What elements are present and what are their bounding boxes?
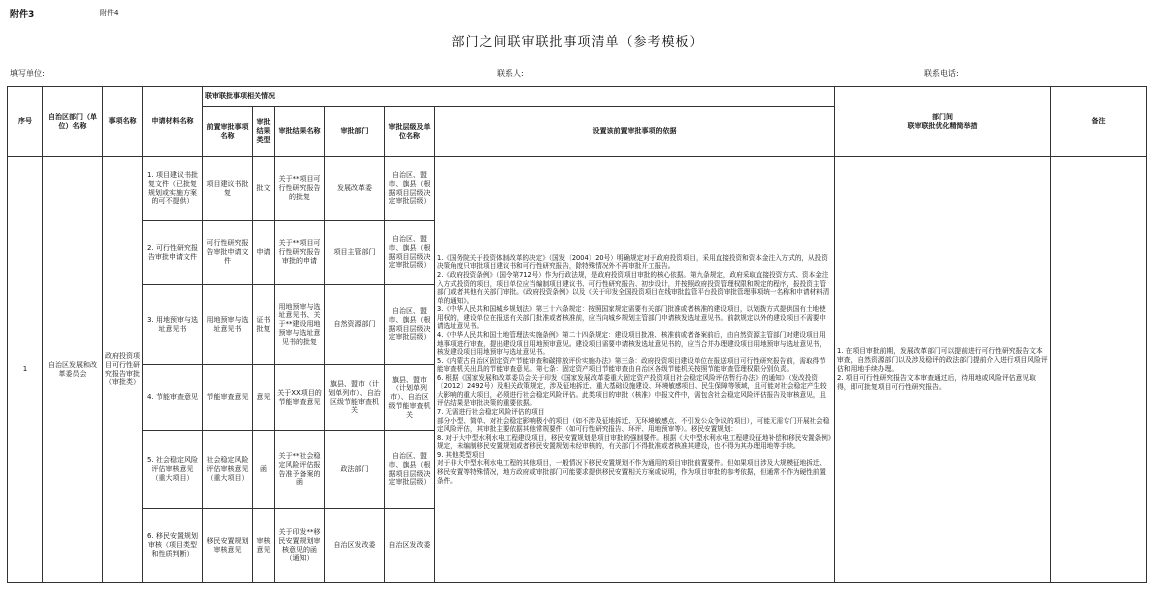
- basis-paragraph: 3.《中华人民共和国城乡规划法》第三十六条规定：按照国家规定需要有关部门批准或者核准的建设项目，以划拨方式提供国有土地使用权的，建设单位在报送有关部门批准或者核准前，应当向城乡规划主管部门申请核发选址意见书。前款规定以外的建设项目不需要申请选址意见书。: [437, 305, 827, 331]
- seq-cell: 1: [8, 157, 43, 583]
- pre-name-cell: 可行性研究报告审批申请文件: [203, 221, 253, 285]
- material-cell: 6. 移民安置规划审核（项目类型和性质判断）: [143, 509, 203, 583]
- contact-person-label: 联系人:: [497, 69, 524, 78]
- basis-paragraph: 6. 根据《国家发展和改革委员会关于印发《国家发展改革委重大固定资产投资项目社会稳定风险评估暂行办法》的通知》（发改投资〔2012〕2492号）及相关政策规定，涉及征地拆迁、重大基础设施建设、环境敏感项目、民生保障等领域，且可能对社会稳定产生较大影响的重大项目，必须进行社会稳定风险评估。此类项目的审批（核准）申报文件中，需包含社会稳定风险评估报告及审核意见，且评估结果是审批决策的重要依据。: [437, 373, 827, 408]
- attachment-4-label: 附件4: [100, 9, 119, 17]
- remark-cell: [1051, 157, 1147, 583]
- pre-name-cell: 节能审查意见: [203, 365, 253, 431]
- approval-dept-cell: 旗县、盟市（计划单列市）、自治区级节能审查机关: [325, 365, 385, 431]
- contact-phone-label: 联系电话:: [924, 69, 959, 78]
- result-name-cell: 关于**项目可行性研究报告审批的申请: [275, 221, 325, 285]
- basis-paragraph: 1.《国务院关于投资体制改革的决定》（国发〔2004〕20号）明确规定对于政府投资项目，采用直接投资和资本金注入方式的，从投资决策角度只审批项目建议书和可行性研究报告，除特殊情况外不再审批开工报告。: [437, 253, 828, 271]
- approval-dept-cell: 政法部门: [325, 431, 385, 509]
- level-cell: 旗县、盟市（计划单列市）、自治区级节能审查机关: [385, 365, 435, 431]
- table-row: [8, 157, 1147, 221]
- col-header-materials: 申请材料名称: [143, 87, 203, 157]
- col-header-approval-dept: 审批部门: [325, 107, 385, 157]
- pre-name-cell: 项目建议书批复: [203, 157, 253, 221]
- level-cell: 自治区、盟市、旗县（根据项目层级决定审批层级）: [385, 285, 435, 365]
- result-type-cell: 函: [253, 431, 275, 509]
- material-cell: 5. 社会稳定风险评估审核意见（重大项目）: [143, 431, 203, 509]
- result-type-cell: 证书批复: [253, 285, 275, 365]
- basis-paragraph: 部分小型、简单、对社会稳定影响极小的项目（如不涉及征地拆迁、无环境敏感点、不引发公众争议的项目），可能无需专门开展社会稳定风险评估，其审批主要依据其他常规要件（如可行性研究报告、环评、用地预审等）。移民安置规划：: [437, 416, 830, 434]
- optimize-paragraph: 2. 项目可行性研究报告文本审查通过后，待用地或风险评估意见取得，即可批复项目可行性研究报告。: [837, 374, 1036, 392]
- pre-name-cell: 社会稳定风险评估审核意见（重大项目）: [203, 431, 253, 509]
- basis-paragraph: 7. 无需进行社会稳定风险评估的项目: [437, 408, 545, 417]
- col-header-item-name: 事项名称: [103, 87, 143, 157]
- col-header-optimize: 部门间 联审联批优化精简举措: [835, 87, 1051, 157]
- pre-name-cell: 移民安置规划审核意见: [203, 509, 253, 583]
- col-header-pre-name: 前置审批事项名称: [203, 107, 253, 157]
- result-type-cell: 申请: [253, 221, 275, 285]
- col-header-group: 联审联批事项相关情况: [203, 87, 835, 107]
- result-type-cell: 意见: [253, 365, 275, 431]
- basis-paragraph: 8. 对于大中型水利水电工程建设项目，移民安置规划是项目审批的强制要件。根据《大中型水利水电工程建设征地补偿和移民安置条例》规定，未编制移民安置规划或者移民安置规划未经审核的，有关部门不得批准或者核准其建设，也不得为其办理用地等手续。: [437, 433, 832, 451]
- page-title: 部门之间联审联批事项清单（参考模板）: [451, 35, 704, 50]
- pre-name-cell: 用地预审与选址意见书: [203, 285, 253, 365]
- level-cell: 自治区、盟市、旗县（根据项目层级决定审批层级）: [385, 221, 435, 285]
- result-name-cell: 关于XX项目的节能审查意见: [275, 365, 325, 431]
- item-name-cell: 政府投资项目可行性研究报告审批（审批类）: [103, 157, 143, 583]
- approval-dept-cell: 自治区发改委: [325, 509, 385, 583]
- col-header-basis: 设置该前置审批事项的依据: [435, 107, 835, 157]
- material-cell: 2. 可行性研究报告审批申请文件: [143, 221, 203, 285]
- result-name-cell: 用地预审与选址意见书、关于**建设用地预审与选址意见书的批复: [275, 285, 325, 365]
- approval-items-table: [7, 86, 1147, 583]
- col-header-dept: 自治区部门（单位）名称: [43, 87, 103, 157]
- approval-dept-cell: 项目主管部门: [325, 221, 385, 285]
- level-cell: 自治区、盟市、旗县（根据项目层级决定审批层级）: [385, 157, 435, 221]
- material-cell: 1. 项目建议书批复文件（已批复规划或实施方案的可不提供）: [143, 157, 203, 221]
- optimize-paragraph: 1. 在项目审批前期，发展改革部门可以提前进行可行性研究报告文本审查，自然资源部门以及涉及稳评的政法部门提前介入进行项目风险评估和用地手续办理。: [837, 346, 1048, 373]
- level-cell: 自治区、盟市、旗县（根据项目层级决定审批层级）: [385, 431, 435, 509]
- material-cell: 3. 用地预审与选址意见书: [143, 285, 203, 365]
- optimize-cell: [835, 157, 1051, 583]
- approval-dept-cell: 自然资源部门: [325, 285, 385, 365]
- result-type-cell: 批文: [253, 157, 275, 221]
- result-type-cell: 审核意见: [253, 509, 275, 583]
- result-name-cell: 关于**项目可行性研究报告的批复: [275, 157, 325, 221]
- col-header-result-type: 审批结果类型: [253, 107, 275, 157]
- basis-paragraph: 2.《政府投资条例》（国令第712号）作为行政法规，是政府投资项目审批的核心依据。第九条规定，政府采取直接投资方式、资本金注入方式投资的项目，项目单位应当编制项目建议书、可行性研究报告、初步设计，并按照政府投资管理权限和规定的程序，报投资主管部门或者其他有关部门审批。《政府投资条例》以及《关于印发全国投资项目在线审批监管平台投资审批管理事项统一名称和申请材料清单的通知》。: [437, 271, 830, 305]
- basis-cell: [435, 157, 835, 583]
- basis-paragraph: 9. 其他类型项目: [437, 450, 485, 459]
- material-cell: 4. 节能审查意见: [143, 365, 203, 431]
- col-header-remark: 备注: [1051, 87, 1147, 157]
- result-name-cell: 关于印发**移民安置规划审核意见的函（通知）: [275, 509, 325, 583]
- level-cell: 自治区发改委: [385, 509, 435, 583]
- col-header-level: 审批层级及单位名称: [385, 107, 435, 157]
- col-header-seq: 序号: [8, 87, 43, 157]
- basis-paragraph: 5.《内蒙古自治区固定资产节能审查和碳排放评价实施办法》第三条：政府投资项目建设单位在报送项目可行性研究报告前，需取得节能审查机关出具的节能审查意见。第七条：固定资产项目节能审查由自治区各级节能机关按照节能审查管理权限分别负责。: [437, 356, 826, 374]
- result-name-cell: 关于**社会稳定风险评估报告准予备案的函: [275, 431, 325, 509]
- approval-dept-cell: 发展改革委: [325, 157, 385, 221]
- attachment-3-label: 附件3: [10, 10, 35, 20]
- col-header-result-name: 审批结果名称: [275, 107, 325, 157]
- basis-paragraph: 4.《中华人民共和国土地管理法实施条例》第二十四条规定：建设项目批准、核准前或者备案前后，由自然资源主管部门对建设项目用地事项进行审查，提出建设项目用地预审意见。建设项目需要申请核发选址意见书的，应当合并办理建设项目用地预审与选址意见书，核发建设项目用地预审与选址意见书。: [437, 330, 827, 357]
- dept-cell: 自治区发展和改革委员会: [43, 157, 103, 583]
- fill-unit-label: 填写单位:: [10, 69, 45, 78]
- basis-paragraph: 对于非大中型水利水电工程的其他项目，一般情况下移民安置规划不作为通用的项目审批前置要件。但如果项目涉及大规模征地拆迁、移民安置等特殊情况，地方政府或审批部门可能要求提供移民安置相关方案或说明，作为项目审批的参考依据，但通常不作为硬性前置条件。: [437, 459, 827, 485]
